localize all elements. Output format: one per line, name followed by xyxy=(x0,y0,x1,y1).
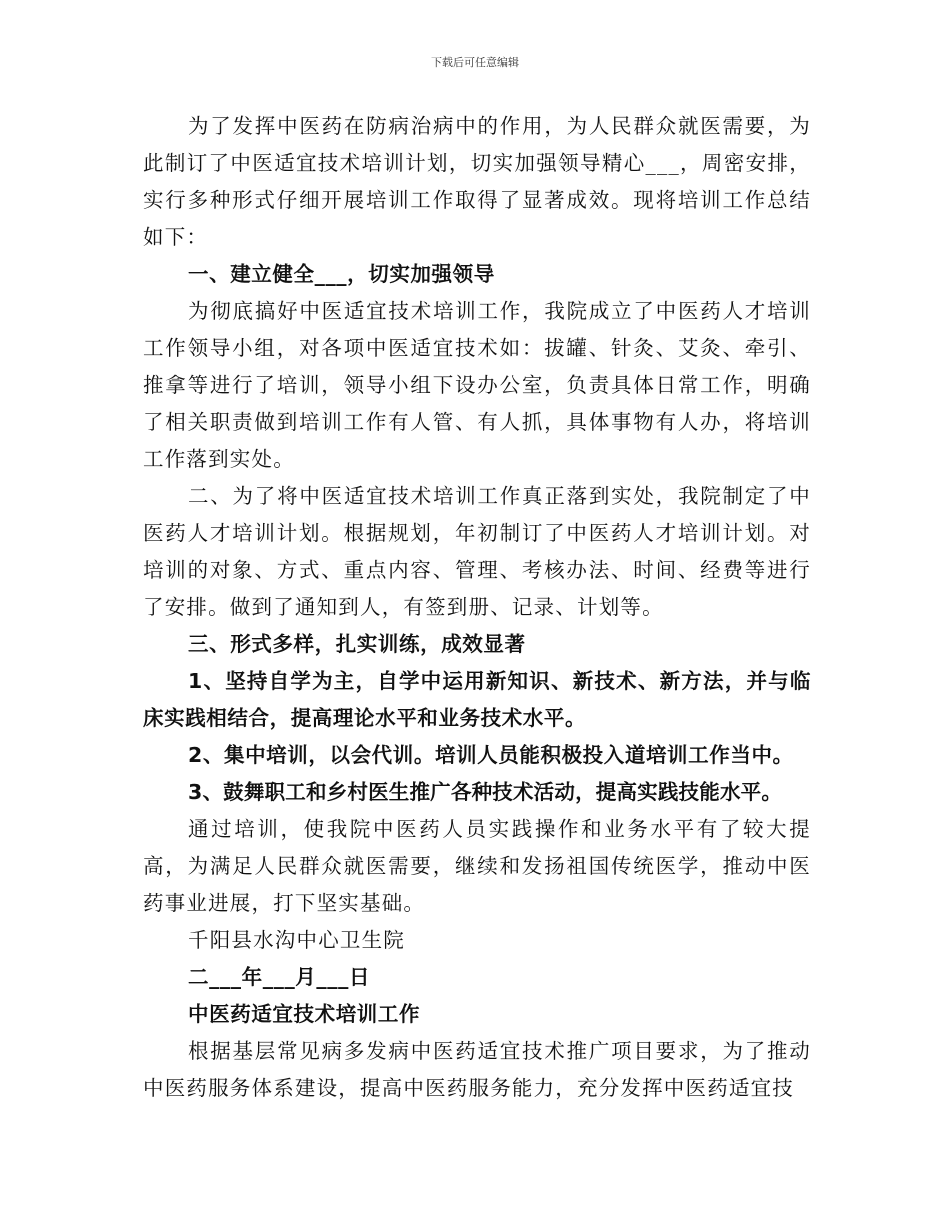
date-line: 二___年___月___日 xyxy=(188,965,371,989)
section-heading-3: 三、形式多样，扎实训练，成效显著 xyxy=(188,632,526,656)
second-document-paragraph: 根据基层常见病多发病中医药适宜技术推广项目要求，为了推动中医药服务体系建设，提高中医药服务能力，充分发挥中医药适宜技 xyxy=(143,1039,811,1100)
list-item-3: 3、鼓舞职工和乡村医生推广各种技术活动，提高实践技能水平。 xyxy=(188,780,783,804)
list-item-1: 1、坚持自学为主，自学中运用新知识、新技术、新方法，并与临床实践相结合，提高理论水平和业务技术水平。 xyxy=(143,669,811,730)
summary-paragraph: 通过培训，使我院中医药人员实践操作和业务水平有了较大提高，为满足人民群众就医需要，继续和发扬祖国传统医学，推动中医药事业进展，打下坚实基础。 xyxy=(143,817,811,915)
list-item-2: 2、集中培训，以会代训。培训人员能积极投入道培训工作当中。 xyxy=(188,743,794,767)
body-paragraph-plan: 二、为了将中医适宜技术培训工作真正落到实处，我院制定了中医药人才培训计划。根据规划，年初制订了中医药人才培训计划。对培训的对象、方式、重点内容、管理、考核办法、时间、经费等进行了安排。做到了通知到人，有签到册、记录、计划等。 xyxy=(143,484,811,619)
document-body xyxy=(143,108,811,1107)
page-header: 下载后可任意编辑 xyxy=(431,56,519,69)
body-paragraph-leadership: 为彻底搞好中医适宜技术培训工作，我院成立了中医药人才培训工作领导小组，对各项中医适宜技术如：拔罐、针灸、艾灸、牵引、推拿等进行了培训，领导小组下设办公室，负责具体日常工作，明确了相关职责做到培训工作有人管、有人抓，具体事物有人办，将培训工作落到实处。 xyxy=(143,299,811,471)
intro-paragraph: 为了发挥中医药在防病治病中的作用，为人民群众就医需要，为此制订了中医适宜技术培训计划，切实加强领导精心___，周密安排，实行多种形式仔细开展培训工作取得了显著成效。现将培训工作总结如下： xyxy=(143,114,811,249)
organization-signature: 千阳县水沟中心卫生院 xyxy=(188,928,405,952)
section-heading-1: 一、建立健全___，切实加强领导 xyxy=(188,262,495,286)
second-document-title: 中医药适宜技术培训工作 xyxy=(188,1002,421,1026)
